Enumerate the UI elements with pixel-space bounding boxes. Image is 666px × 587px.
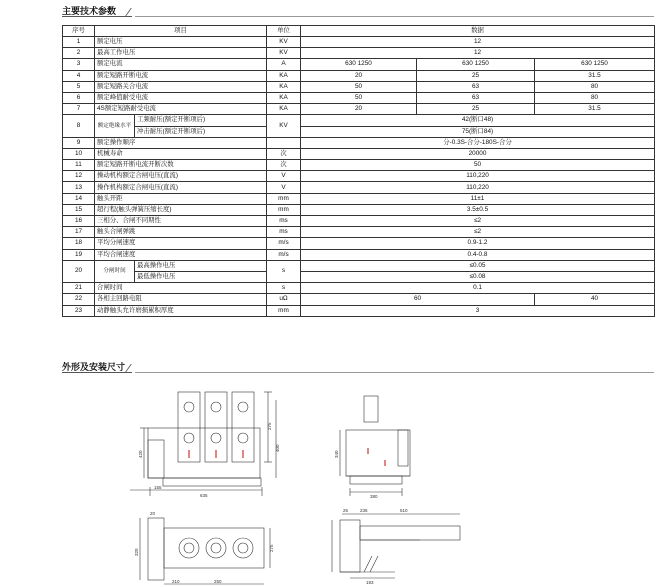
row-item: 额定峰值耐受电流 [95,92,267,103]
row-value: 11±1 [301,193,655,204]
dim-front-420: 420 [138,450,143,458]
row-value: 25 [417,104,535,115]
row-value: 0.4-0.8 [301,249,655,260]
row-unit: s [267,260,301,282]
dim-front-275: 275 [267,422,272,430]
row-no: 14 [63,193,95,204]
row-value: 3.5±0.5 [301,204,655,215]
row-unit: KA [267,81,301,92]
row-item: 触头开距 [95,193,267,204]
row-value: ≤0.05 [301,260,655,271]
dim-side-380: 380 [370,494,378,499]
row-value: ≤0.08 [301,271,655,282]
row-item: 操动机构额定合闸电压(直流) [95,171,267,182]
row-value: 63 [417,92,535,103]
row-unit: s [267,283,301,294]
row-unit: uΩ [267,294,301,305]
row-value: 0.9-1.2 [301,238,655,249]
front-view-red-marks [189,450,243,458]
row-no: 10 [63,148,95,159]
row-sub-item: 最高操作电压 [135,260,267,271]
row-no: 17 [63,227,95,238]
dim-front-635: 635 [200,493,208,498]
row-no: 4 [63,70,95,81]
dim-bottom-320: 320 [134,548,139,556]
front-view-drawing [130,392,276,496]
row-unit: ms [267,216,301,227]
row-item: 各相主回路电阻 [95,294,267,305]
row-value: 630 1250 [417,59,535,70]
bottom-side-view-drawing [332,514,460,578]
row-item: 超行程(触头弹簧压缩长度) [95,204,267,215]
row-no: 3 [63,59,95,70]
dim-bottom-side-193: 193 [366,580,374,585]
row-value: 12 [301,37,655,48]
section-title-dimensions: 外形及安装尺寸 [62,362,126,372]
row-no: 9 [63,137,95,148]
header-item: 项目 [95,26,267,37]
header-unit: 单位 [267,26,301,37]
row-no: 16 [63,216,95,227]
row-value: 12 [301,48,655,59]
row-value: 50 [301,92,417,103]
dim-bottom-side-26: 26 [343,508,349,513]
dim-bottom-250: 250 [214,579,222,584]
row-value: 63 [417,81,535,92]
row-unit: mm [267,193,301,204]
row-unit: KV [267,37,301,48]
row-item: 额定短路开断电流开断次数 [95,160,267,171]
row-no: 5 [63,81,95,92]
row-unit: m/s [267,249,301,260]
row-item: 最高工作电压 [95,48,267,59]
row-item: 触头合闸弹跳 [95,227,267,238]
row-sub-item: 冲击耐压(额定开断项后) [135,126,267,137]
row-value: 630 1250 [535,59,655,70]
row-sub-item: 工频耐压(额定开断项后) [135,115,267,126]
row-item: 动静触头允许磨损累积厚度 [95,305,267,316]
row-item: 分闸时间 [95,260,135,282]
row-value: 0.1 [301,283,655,294]
section-title-specs: 主要技术参数 [62,6,117,16]
row-value: 20000 [301,148,655,159]
row-value: 50 [301,81,417,92]
row-no: 22 [63,294,95,305]
row-value: ≤2 [301,216,655,227]
row-item: 额定绝缘水平 [95,115,135,137]
row-no: 12 [63,171,95,182]
row-no: 11 [63,160,95,171]
row-unit: mm [267,204,301,215]
row-unit: KV [267,115,301,137]
row-item: 额定电压 [95,37,267,48]
dim-front-155: 155 [154,485,162,490]
row-unit: KA [267,92,301,103]
row-value: 20 [301,70,417,81]
row-value: 80 [535,92,655,103]
row-item: 额定短路开断电流 [95,70,267,81]
dim-bottom-210: 210 [172,579,180,584]
row-unit: mm [267,305,301,316]
row-unit: A [267,59,301,70]
row-no: 19 [63,249,95,260]
row-unit: 次 [267,160,301,171]
side-view-red-marks [368,448,385,466]
row-value: 630 1250 [301,59,417,70]
row-item: 三相分、合闸不同期性 [95,216,267,227]
row-no: 20 [63,260,95,282]
row-value: 110,220 [301,171,655,182]
row-item: 平均合闸速度 [95,249,267,260]
row-no: 21 [63,283,95,294]
row-value: 110,220 [301,182,655,193]
row-value: 75(断口84) [301,126,655,137]
row-value: 分-0.3S-合分-180S-合分 [301,137,655,148]
row-value: 25 [417,70,535,81]
dim-front-400: 400 [275,444,280,452]
row-value: ≤2 [301,227,655,238]
row-value: 42(断口48) [301,115,655,126]
row-no: 13 [63,182,95,193]
row-unit: KA [267,70,301,81]
row-item: 额定电流 [95,59,267,70]
bottom-view-drawing [140,518,270,584]
row-unit: ms [267,227,301,238]
row-unit: KV [267,48,301,59]
row-no: 8 [63,115,95,137]
row-value: 31.5 [535,104,655,115]
row-value: 60 [301,294,535,305]
row-item: 额定短路关合电流 [95,81,267,92]
dim-bottom-275: 275 [269,544,274,552]
row-no: 1 [63,37,95,48]
dim-bottom-side-235: 235 [360,508,368,513]
row-no: 15 [63,204,95,215]
row-value: 3 [301,305,655,316]
row-value: 31.5 [535,70,655,81]
row-value: 40 [535,294,655,305]
row-no: 23 [63,305,95,316]
row-no: 2 [63,48,95,59]
row-item: 合闸时间 [95,283,267,294]
dim-side-340: 340 [334,450,339,458]
row-item: 操作机构额定合闸电压(直流) [95,182,267,193]
row-unit: 次 [267,148,301,159]
header-no: 序号 [63,26,95,37]
side-view-drawing [340,396,410,496]
row-sub-item: 最低操作电压 [135,271,267,282]
row-item: 机械寿命 [95,148,267,159]
row-value: 20 [301,104,417,115]
row-value: 50 [301,160,655,171]
row-item: 平均分闸速度 [95,238,267,249]
row-unit: V [267,171,301,182]
dim-bottom-side-510: 510 [400,508,408,513]
dim-bottom-20: 20 [150,511,156,516]
header-data: 数据 [301,26,655,37]
row-item: 额定操作顺序 [95,137,267,148]
row-unit: m/s [267,238,301,249]
row-no: 6 [63,92,95,103]
row-no: 18 [63,238,95,249]
row-unit: V [267,182,301,193]
row-unit: KA [267,104,301,115]
row-value: 80 [535,81,655,92]
row-item: 4S额定短路耐受电流 [95,104,267,115]
row-no: 7 [63,104,95,115]
